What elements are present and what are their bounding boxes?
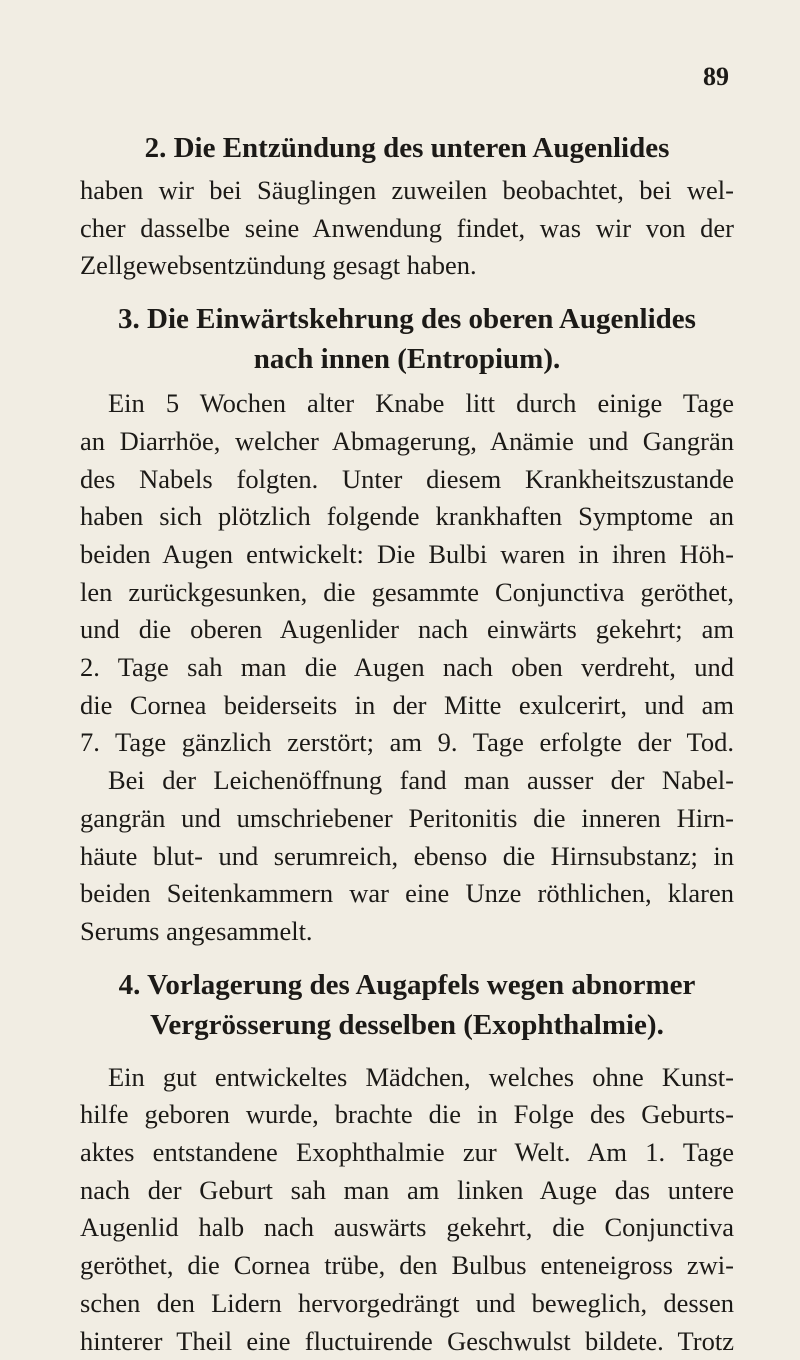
text-line: len zurückgesunken, die gesammte Conjunctiva geröthet, bbox=[80, 576, 734, 607]
text-line: 2. Tage sah man die Augen nach oben verdreht, und bbox=[80, 652, 734, 683]
paragraph-section-2 bbox=[80, 172, 734, 285]
text-line: cher dasselbe seine Anwendung findet, was wir von der bbox=[80, 212, 734, 243]
text-line: gangrän und umschriebener Peritonitis die inneren Hirn- bbox=[80, 802, 734, 833]
text-line: Augenlid halb nach auswärts gekehrt, die Conjunctiva bbox=[80, 1212, 734, 1243]
text-line: beiden Seitenkammern war eine Unze röthlichen, klaren bbox=[80, 878, 734, 909]
text-line: und die oberen Augenlider nach einwärts gekehrt; am bbox=[80, 614, 734, 645]
heading-line: 2. Die Entzündung des unteren Augenlides bbox=[144, 132, 670, 164]
text-line: häute blut- und serumreich, ebenso die Hirnsubstanz; in bbox=[80, 840, 734, 871]
text-line: 7. Tage gänzlich zerstört; am 9. Tage erfolgte der Tod. bbox=[80, 727, 734, 758]
text-line: die Cornea beiderseits in der Mitte exulcerirt, und am bbox=[80, 689, 734, 720]
section-heading-4 bbox=[80, 965, 734, 1045]
paragraph-section-4 bbox=[80, 1059, 734, 1360]
text-line: Ein gut entwickeltes Mädchen, welches ohne Kunst- bbox=[108, 1061, 734, 1092]
text-line: hilfe geboren wurde, brachte die in Folge des Geburts- bbox=[80, 1099, 734, 1130]
text-line: Ein 5 Wochen alter Knabe litt durch einige Tage bbox=[108, 388, 734, 419]
heading-line: Vergrösserung desselben (Exophthalmie). bbox=[150, 1008, 664, 1041]
text-line: schen den Lidern hervorgedrängt und beweglich, dessen bbox=[80, 1287, 734, 1318]
section-heading-3 bbox=[80, 299, 734, 379]
text-line: haben sich plötzlich folgende krankhaften Symptome an bbox=[80, 501, 734, 532]
text-line: Serums angesammelt. bbox=[80, 915, 313, 946]
page-number: 89 bbox=[703, 62, 729, 91]
text-line: Zellgewebsentzündung gesagt haben. bbox=[80, 250, 477, 281]
text-line: hinterer Theil eine fluctuirende Geschwulst bildete. Trotz bbox=[80, 1325, 734, 1356]
heading-line: 3. Die Einwärtskehrung des oberen Augenlides bbox=[118, 303, 696, 336]
section-heading-2 bbox=[80, 128, 734, 168]
text-line: geröthet, die Cornea trübe, den Bulbus enteneigross zwi- bbox=[80, 1250, 734, 1281]
heading-line: nach innen (Entropium). bbox=[253, 343, 561, 376]
text-line: des Nabels folgten. Unter diesem Krankheitszustande bbox=[80, 463, 734, 494]
text-line: nach der Geburt sah man am linken Auge das untere bbox=[80, 1174, 734, 1205]
text-line: Bei der Leichenöffnung fand man ausser der Nabel- bbox=[108, 765, 734, 796]
paragraph-section-3 bbox=[80, 385, 734, 951]
text-line: haben wir bei Säuglingen zuweilen beobachtet, bei wel- bbox=[80, 175, 734, 205]
heading-line: 4. Vorlagerung des Augapfels wegen abnormer bbox=[118, 968, 696, 1001]
text-line: aktes entstandene Exophthalmie zur Welt. Am 1. Tage bbox=[80, 1137, 734, 1168]
text-line: an Diarrhöe, welcher Abmagerung, Anämie und Gangrän bbox=[80, 425, 734, 456]
text-line: beiden Augen entwickelt: Die Bulbi waren in ihren Höh- bbox=[80, 538, 734, 569]
text-column bbox=[80, 128, 734, 1360]
